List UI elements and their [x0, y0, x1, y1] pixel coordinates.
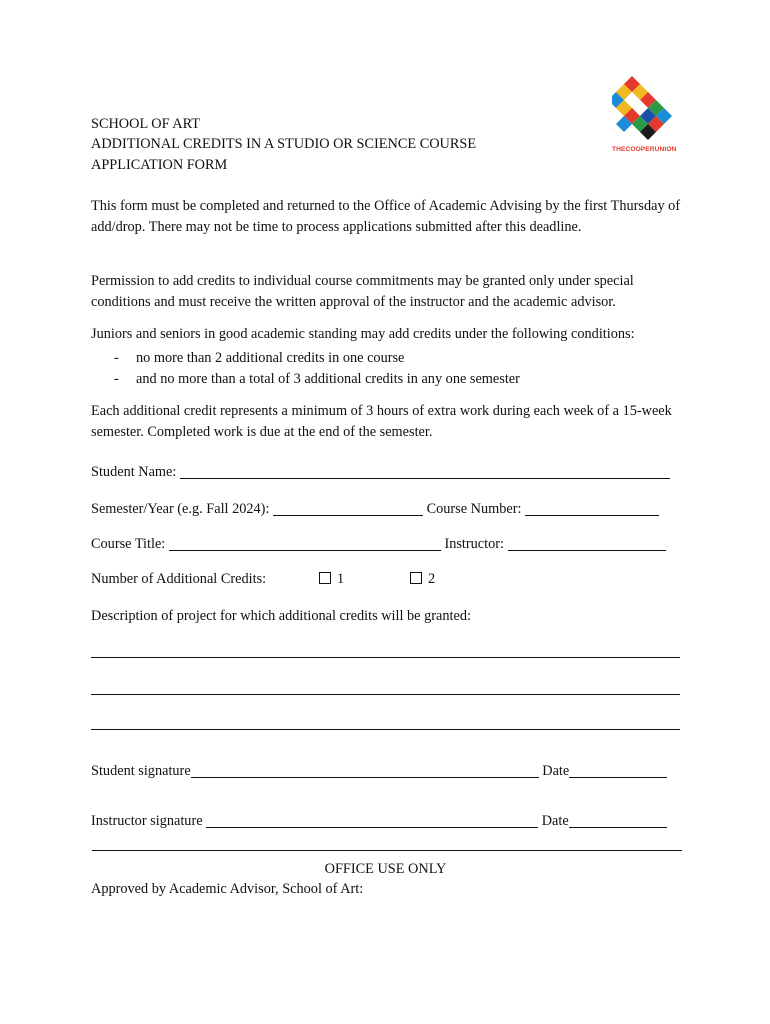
- instructor-signature-row: [91, 811, 667, 832]
- bullet-condition-2: and no more than a total of 3 additional credits in any one semester: [136, 371, 520, 387]
- form-type: APPLICATION FORM: [91, 157, 228, 173]
- instructor-signature-label: Instructor signature: [91, 813, 203, 829]
- semester-course-row: [91, 499, 659, 520]
- intro-paragraph-work: Each additional credit represents a minimum of 3 hours of extra work during each week of a 15-week semester. Completed work is due at the end of the semester.: [91, 403, 672, 440]
- office-use-heading: OFFICE USE ONLY: [324, 861, 447, 877]
- credit-option-2-label: 2: [428, 571, 436, 587]
- description-line-1[interactable]: [91, 657, 680, 658]
- instructor-signature-field[interactable]: [206, 813, 538, 828]
- credit-option-1-label: 1: [337, 571, 345, 587]
- bullet-condition-1: no more than 2 additional credits in one course: [136, 350, 405, 366]
- course-title-field[interactable]: [169, 536, 441, 551]
- school-title: SCHOOL OF ART: [91, 116, 201, 132]
- credits-label: Number of Additional Credits:: [91, 571, 267, 587]
- approved-by-label: Approved by Academic Advisor, School of Art:: [91, 881, 364, 897]
- semester-label: Semester/Year (e.g. Fall 2024):: [91, 501, 270, 517]
- student-name-field[interactable]: [180, 464, 670, 479]
- intro-paragraph-deadline: This form must be completed and returned to the Office of Academic Advising by the first Thursday of add/drop. There may not be time to process applications submitted after this deadline.: [91, 198, 681, 235]
- student-date-field[interactable]: [569, 763, 667, 778]
- course-number-field[interactable]: [525, 501, 659, 516]
- instructor-date-field[interactable]: [569, 813, 667, 828]
- student-signature-label: Student signature: [91, 763, 191, 779]
- semester-field[interactable]: [273, 501, 423, 516]
- bullet-dash: -: [114, 371, 119, 387]
- checkbox-1[interactable]: [319, 572, 331, 584]
- description-line-2[interactable]: [91, 694, 680, 695]
- logo-wordmark: THECOOPERUNION: [612, 146, 677, 153]
- student-signature-row: [91, 761, 667, 782]
- instructor-field[interactable]: [508, 536, 666, 551]
- student-name-row: [91, 462, 670, 483]
- course-title-label: Course Title:: [91, 536, 166, 552]
- credit-option-1[interactable]: [319, 569, 344, 590]
- credit-option-2[interactable]: [410, 569, 435, 590]
- office-divider: [92, 850, 682, 851]
- instructor-date-label: Date: [541, 813, 569, 829]
- course-instructor-row: [91, 534, 666, 555]
- cooper-union-logo: [612, 66, 676, 158]
- checkbox-2[interactable]: [410, 572, 422, 584]
- course-number-label: Course Number:: [426, 501, 522, 517]
- student-name-label: Student Name:: [91, 464, 177, 480]
- student-date-label: Date: [542, 763, 570, 779]
- student-signature-field[interactable]: [191, 763, 539, 778]
- description-label: Description of project for which additional credits will be granted:: [91, 608, 471, 624]
- intro-paragraph-permission: Permission to add credits to individual course commitments may be granted only under special conditions and must receive the written approval of the instructor and the academic advisor.: [91, 273, 634, 310]
- description-line-3[interactable]: [91, 729, 680, 730]
- instructor-label: Instructor:: [444, 536, 505, 552]
- form-subtitle: ADDITIONAL CREDITS IN A STUDIO OR SCIENCE COURSE: [91, 136, 477, 152]
- bullet-dash: -: [114, 350, 119, 366]
- intro-paragraph-conditions: Juniors and seniors in good academic standing may add credits under the following conditions:: [91, 326, 635, 342]
